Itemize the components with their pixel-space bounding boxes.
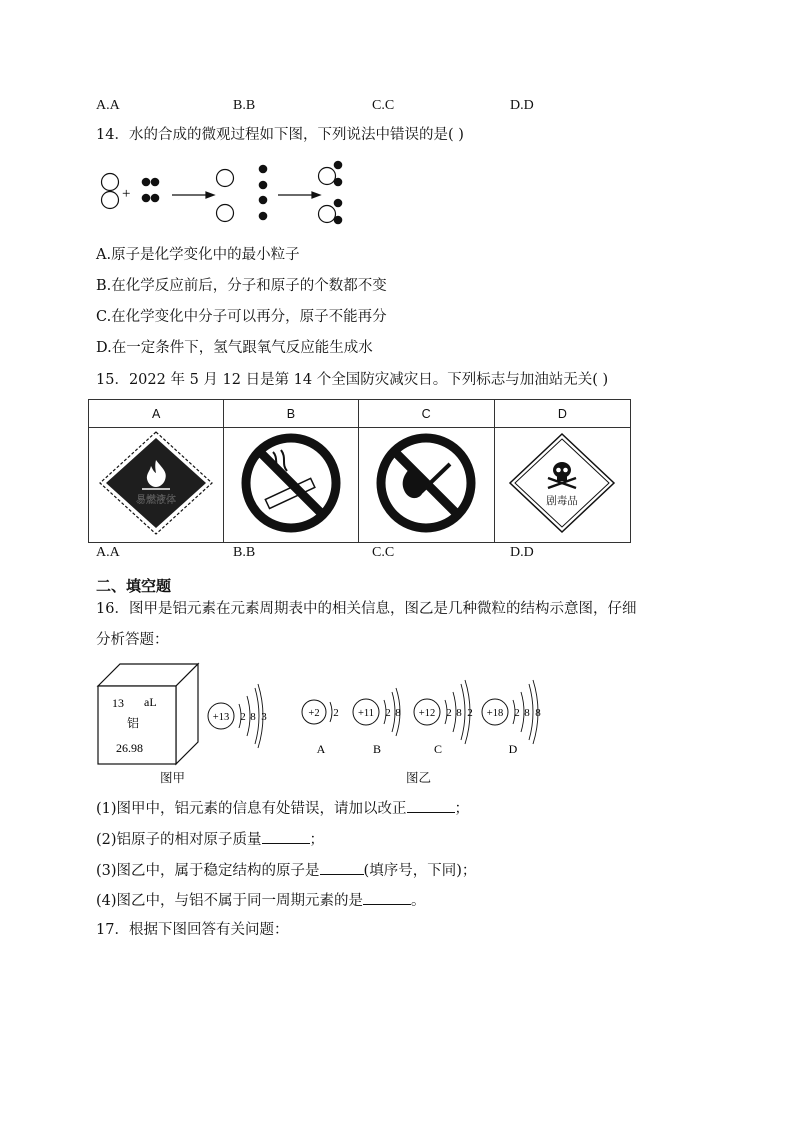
plus-sign: +	[122, 186, 131, 202]
q14-option-b: B.在化学反应前后，分子和原子的个数都不变	[96, 278, 387, 294]
q15-stem: 15．2022 年 5 月 12 日是第 14 个全国防灾减灾日。下列标志与加油站无关( )	[96, 372, 609, 388]
particle-b	[353, 688, 401, 756]
particle-structures	[296, 676, 556, 760]
arrow-2	[278, 192, 320, 198]
water-molecules	[319, 161, 343, 225]
particle-c	[414, 680, 473, 756]
q13-option-b: B.B	[233, 98, 256, 113]
safety-signs-table	[88, 399, 631, 543]
q13-option-c: C.C	[372, 98, 395, 113]
particle-d	[482, 680, 541, 756]
al-shell-2: 8	[250, 711, 256, 723]
svg-text:+11: +11	[357, 708, 375, 719]
arrow-1	[172, 192, 214, 198]
sign-d-label: 剧毒品	[546, 495, 579, 507]
water-synthesis-diagram	[96, 156, 356, 228]
answer-blank-2[interactable]	[262, 829, 310, 844]
svg-text:2: 2	[446, 707, 452, 719]
svg-text:8: 8	[456, 707, 462, 719]
svg-text:8: 8	[535, 707, 541, 719]
q15-option-a: A.A	[96, 545, 120, 560]
svg-text:8: 8	[524, 707, 530, 719]
q16-stem-line1: 16．图甲是铝元素在元素周期表中的相关信息，图乙是几种微粒的结构示意图，仔细	[96, 601, 637, 617]
flammable-liquid-sign	[96, 428, 216, 538]
particle-b-label: B	[372, 742, 382, 756]
sign-header-a: A	[89, 400, 224, 428]
no-open-flame-sign	[366, 428, 486, 538]
sign-c-cell	[358, 428, 494, 543]
svg-text:2: 2	[385, 707, 391, 719]
atomic-mass: 26.98	[116, 741, 143, 755]
particle-c-label: C	[433, 742, 443, 756]
sign-header-d: D	[494, 400, 630, 428]
particle-d-label: D	[508, 742, 518, 756]
section-title: 二、填空题	[96, 577, 172, 595]
q14-stem: 14．水的合成的微观过程如下图，下列说法中错误的是( )	[96, 127, 464, 143]
no-smoking-sign	[231, 428, 351, 538]
svg-text:+2: +2	[308, 708, 320, 719]
al-nucleus: +13	[212, 712, 230, 723]
toxic-sign	[502, 428, 622, 538]
caption-figure-jia: 图甲	[160, 770, 186, 785]
answer-blank-1[interactable]	[407, 798, 455, 813]
svg-text:2: 2	[333, 707, 339, 719]
particle-a-label: A	[316, 742, 326, 756]
hydrogen-molecules	[142, 178, 160, 203]
q14-option-d: D.在一定条件下，氢气跟氧气反应能生成水	[96, 340, 373, 356]
separated-oxygen-atoms	[217, 170, 234, 222]
separated-hydrogen-atoms	[259, 165, 268, 221]
q15-option-b: B.B	[233, 545, 256, 560]
sign-a-label: 易燃液体	[136, 495, 177, 506]
q16-sub2: (2)铝原子的相对原子质量 ；	[96, 829, 324, 849]
svg-text:+18: +18	[486, 708, 504, 719]
q14-option-c: C.在化学变化中分子可以再分，原子不能再分	[96, 309, 387, 325]
atomic-number: 13	[112, 696, 124, 710]
q14-option-a: A.原子是化学变化中的最小粒子	[96, 247, 300, 263]
svg-text:+12: +12	[418, 708, 436, 719]
q16-sub1: (1)图甲中，铝元素的信息有处错误，请加以改正 ；	[96, 798, 469, 818]
answer-blank-3[interactable]	[320, 860, 364, 875]
q13-option-d: D.D	[510, 98, 534, 113]
svg-text:2: 2	[467, 707, 473, 719]
sign-header-b: B	[224, 400, 358, 428]
element-symbol: aL	[144, 695, 157, 709]
sign-b-cell	[224, 428, 358, 543]
element-name: 铝	[127, 716, 140, 730]
caption-figure-yi: 图乙	[406, 770, 432, 785]
sign-header-c: C	[358, 400, 494, 428]
sign-a-cell	[89, 428, 224, 543]
q16-stem-line2: 分析答题：	[96, 632, 169, 648]
sign-d-cell	[494, 428, 630, 543]
al-shell-3: 3	[261, 711, 267, 723]
particle-a	[302, 700, 339, 756]
oxygen-molecule	[102, 174, 119, 209]
svg-text:2: 2	[514, 707, 520, 719]
q16-sub4: (4)图乙中，与铝不属于同一周期元素的是 。	[96, 890, 426, 910]
q16-sub3: (3)图乙中，属于稳定结构的原子是 (填序号，下同)；	[96, 860, 476, 880]
svg-text:8: 8	[395, 707, 401, 719]
q17-stem: 17．根据下图回答有关问题：	[96, 922, 289, 938]
q13-option-a: A.A	[96, 98, 120, 113]
q15-option-d: D.D	[510, 545, 534, 560]
aluminum-element-card	[96, 660, 200, 766]
q15-option-c: C.C	[372, 545, 395, 560]
answer-blank-4[interactable]	[363, 890, 411, 905]
al-shell-1: 2	[240, 711, 246, 723]
aluminum-atom-structure	[203, 680, 283, 752]
